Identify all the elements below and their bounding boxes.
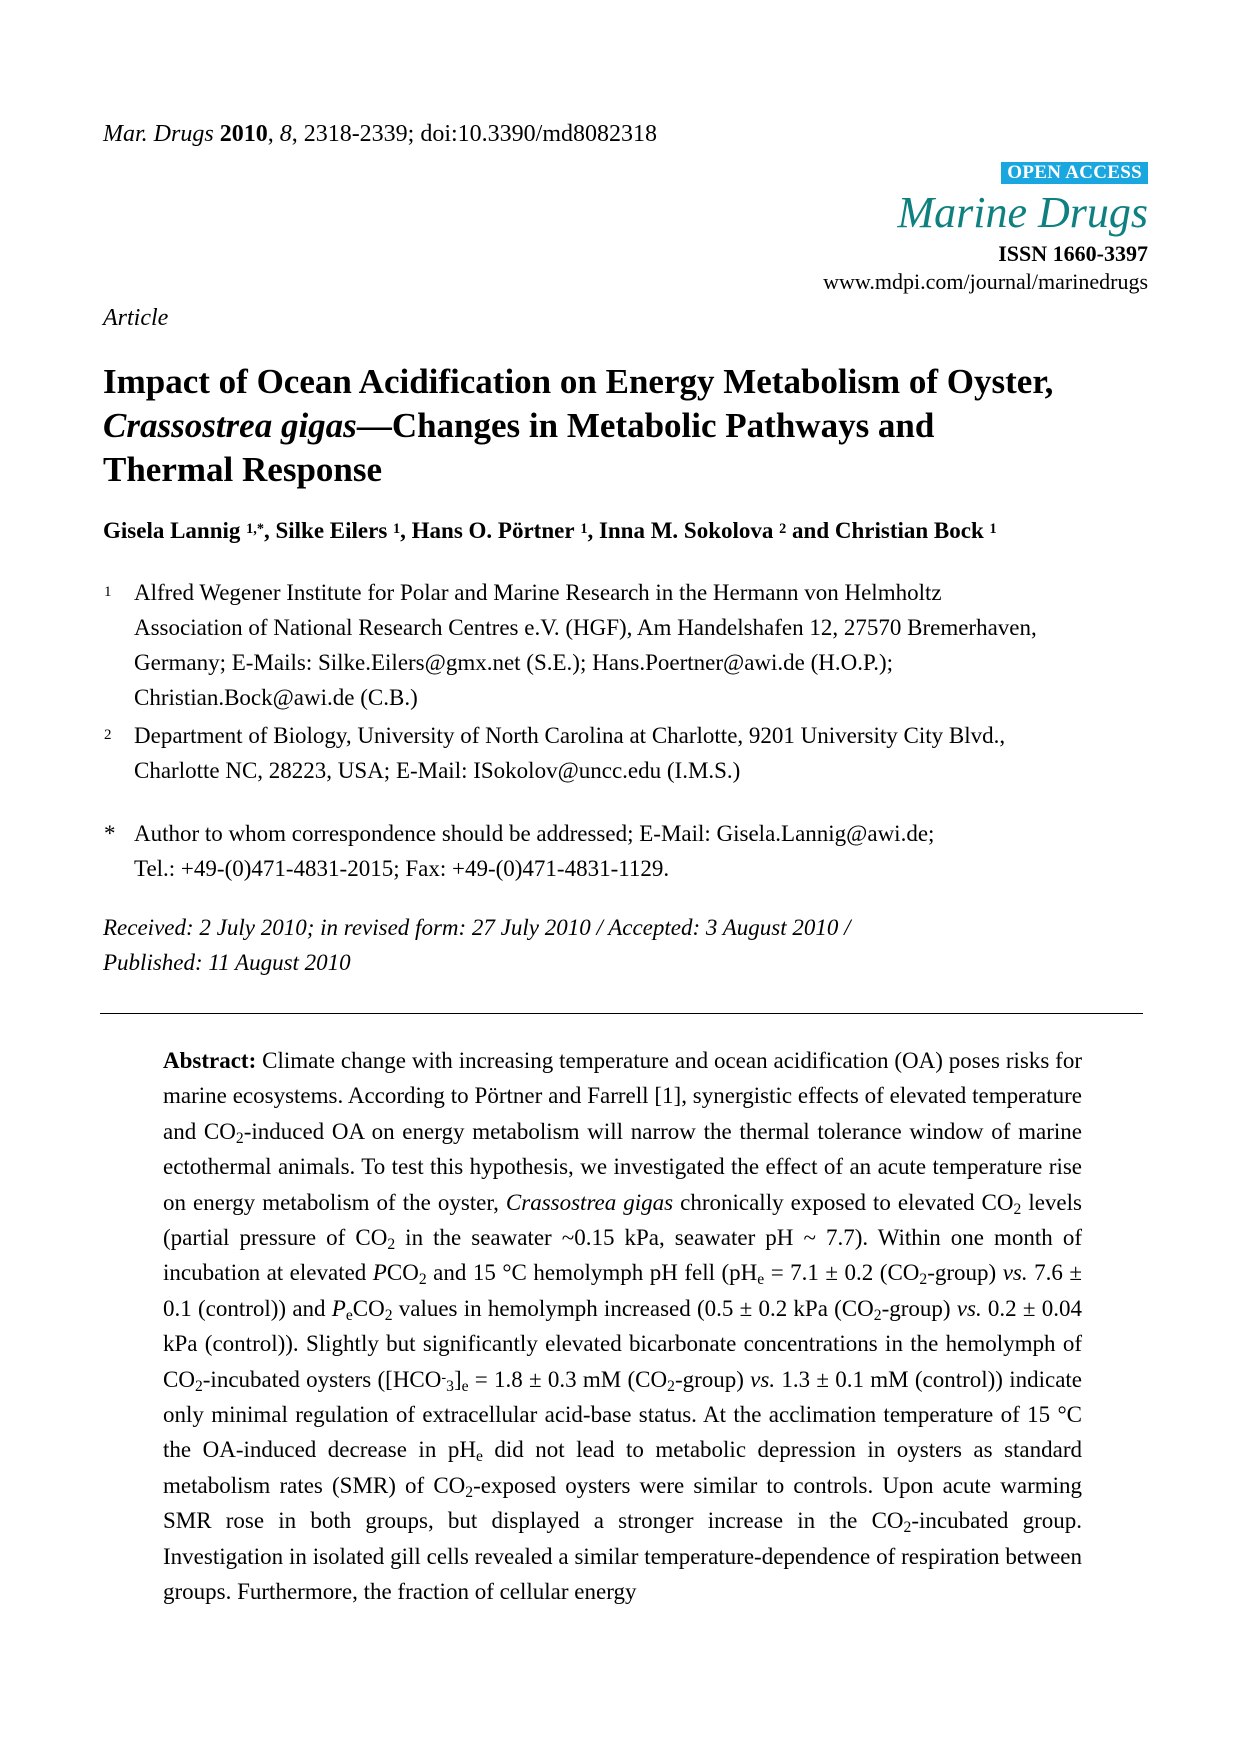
affiliation-mark: 1 [104, 584, 112, 600]
journal-url[interactable]: www.mdpi.com/journal/marinedrugs [823, 269, 1148, 294]
affiliation-line: Department of Biology, University of North Carolina at Charlotte, 9201 University City Blvd., [134, 723, 1006, 748]
author-name: Christian Bock [834, 518, 984, 543]
author-affiliation-mark: 2 [779, 521, 787, 538]
author-affiliation-mark: 1 [393, 521, 401, 538]
paper-title [103, 360, 1153, 492]
title-line-1: Impact of Ocean Acidification on Energy Metabolism of Oyster, [103, 362, 1054, 401]
title-line-2 [103, 404, 1153, 448]
divider [100, 1013, 1143, 1014]
abstract: Abstract: Climate change with increasing temperature and ocean acidification (OA) poses risks for marine ecosystems. According to Pörtner and Farrell [1], synergistic effects of elevated temperature and $CO_2$-induced OA on energy metabolism will narrow the thermal tolerance window of marine ectothermal animals. To test this hypothesis, we investigated the effect of an acute temperature rise on energy metabolism of the oyster, Crassostrea gigas chronically exposed to elevated $CO_2$ levels (partial pressure of $CO_2$ in the seawater ~0.15 kPa, seawater pH ~ 7.7). Within one month of incubation at elevated $PCO_2$ and 15 °C hemolymph pH fell ($pH_e = 7.1 \pm 0.2$ $(CO_2-group)$ vs. 7.6 ± 0.1 (control)) and $P_eCO_2$ values in hemolymph increased (0.5 ± 0.2 kPa $(CO_2-group)$ vs. 0.2 ± 0.04 kPa (control)). Slightly but significantly elevated bicarbonate concentrations in the hemolymph of $CO_2$-incubated oysters ($[HCO^-_3]_e = 1.8 \pm 0.3$ mM $(CO_2-group)$ vs. 1.3 ± 0.1 mM (control)) indicate only minimal regulation of extracellular acid-base status. At the acclimation temperature of 15 °C the OA-induced decrease in $pH_e$ did not lead to metabolic depression in oysters as standard metabolism rates (SMR) of $CO_2$-exposed oysters were similar to controls. Upon acute warming SMR rose in both groups, but displayed a stronger increase in the $CO_2$-incubated group. Investigation in isolated gill cells revealed a similar temperature-dependence of respiration between groups. Furthermore, the fraction of cellular energy [163, 1048, 1083, 1605]
author-name: Silke Eilers [275, 518, 388, 543]
correspondence-line: Tel.: +49-(0)471-4831-2015; Fax: +49-(0)471-4831-1129. [134, 856, 670, 881]
affiliation-mark: 2 [104, 727, 112, 743]
publication-dates [103, 910, 1003, 980]
author-name: Inna M. Sokolova [598, 518, 774, 543]
author-list: Gisela Lannig $^{1,*}$, Silke Eilers $^1$, Hans O. Pörtner $^1$, Inna M. Sokolova $^2$ and Christian Bock $^1$ [103, 518, 997, 543]
journal-name: Marine Drugs [897, 188, 1148, 237]
open-access-badge: OPEN ACCESS [1001, 162, 1148, 184]
affiliation-line: Germany; E-Mails: Silke.Eilers@gmx.net (S.E.); Hans.Poertner@awi.de (H.O.P.); [134, 650, 894, 675]
citation-pages-doi: , 2318-2339; doi:10.3390/md8082318 [291, 121, 658, 147]
title-line-3: Thermal Response [103, 450, 383, 489]
article-type: Article [103, 305, 169, 331]
journal-abbrev: Mar. Drugs [103, 121, 214, 147]
abstract-label: Abstract: [163, 1048, 257, 1073]
author-affiliation-mark: 1 [989, 521, 997, 538]
author-affiliation-mark: 1,* [246, 521, 264, 538]
affiliation-line: Alfred Wegener Institute for Polar and Marine Research in the Hermann von Helmholtz [134, 580, 942, 605]
author-affiliation-mark: 1 [580, 521, 588, 538]
author-name: Gisela Lannig [103, 518, 241, 543]
dates-line-2: Published: 11 August 2010 [103, 950, 351, 975]
citation-volume: 8 [279, 121, 292, 147]
title-line-2-rest: —Changes in Metabolic Pathways and [356, 406, 935, 445]
correspondence-mark: * [104, 821, 116, 846]
affiliation-line: Association of National Research Centres e.V. (HGF), Am Handelshafen 12, 27570 Bremerhaven, [134, 615, 1037, 640]
correspondence-line: Author to whom correspondence should be addressed; E-Mail: Gisela.Lannig@awi.de; [134, 821, 935, 846]
dates-line-1: Received: 2 July 2010; in revised form: 27 July 2010 / Accepted: 3 August 2010 / [103, 915, 851, 940]
author-name: Hans O. Pörtner [411, 518, 575, 543]
title-species: Crassostrea gigas [103, 406, 357, 445]
citation-year: 2010 [219, 121, 268, 147]
affiliation-line: Christian.Bock@awi.de (C.B.) [134, 685, 418, 710]
affiliation-line: Charlotte NC, 28223, USA; E-Mail: ISokolov@uncc.edu (I.M.S.) [134, 758, 741, 783]
citation-line: Mar. Drugs 2010, 8, 2318-2339; doi:10.3390/md8082318 [103, 121, 658, 147]
issn: ISSN 1660-3397 [998, 241, 1148, 266]
